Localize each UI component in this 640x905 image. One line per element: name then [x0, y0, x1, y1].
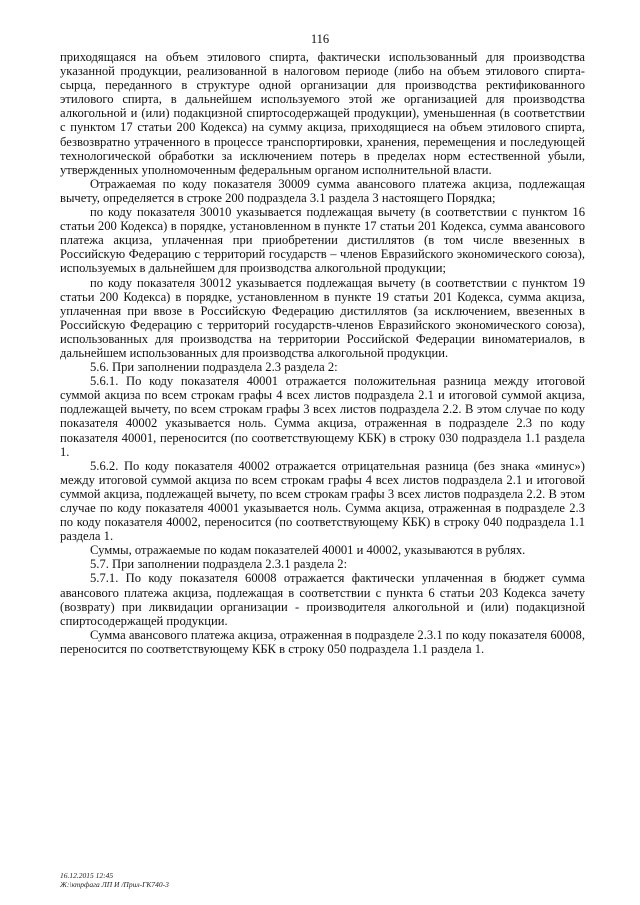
- paragraph: 5.6.1. По коду показателя 40001 отражается положительная разница между итоговой суммой акциза по всем строкам графы 4 всех листов подраздела 2.1 и итоговой суммой акциза, подлежащей вычету, по всем строкам графы 3 всех листов подраздела 2.2. В этом случае по коду показателя 40002 указывается ноль. Сумма акциза, отраженная в подразделе 2.3 по коду показателя 40001, переносится (по соответствующему КБК) в строку 030 подраздела 1.1 раздела 1.: [60, 374, 585, 459]
- paragraph: Отражаемая по коду показателя 30009 сумма авансового платежа акциза, подлежащая вычету, определяется в строке 200 подраздела 3.1 раздела 3 настоящего Порядка;: [60, 176, 585, 205]
- paragraph: по коду показателя 30010 указывается подлежащая вычету (в соответствии с пунктом 16 статьи 200 Кодекса) в порядке, установленном в пункте 17 статьи 201 Кодекса, сумма авансового платежа акциза, уплаченная при приобретении дистиллятов (в том числе ввезенных в Российскую Федерацию с территорий государств – членов Евразийского экономического союза), используемых в дальнейшем для производства алкогольной продукции;: [60, 205, 585, 276]
- document-body: [60, 50, 585, 656]
- paragraph: 5.7.1. По коду показателя 60008 отражается фактически уплаченная в бюджет сумма авансового платежа акциза, подлежащая в соответствии с пункта 6 статьи 203 Кодекса зачету (возврату) при ликвидации организации - производителя алкогольной и (или) подакцизной спиртосодержащей продукции.: [60, 571, 585, 628]
- footer-timestamp: 16.12.2015 12:45: [60, 871, 114, 880]
- paragraph: Суммы, отражаемые по кодам показателей 40001 и 40002, указываются в рублях.: [90, 543, 526, 558]
- footer-file-info: [60, 872, 169, 889]
- paragraph: по коду показателя 30012 указывается подлежащая вычету (в соответствии с пунктом 19 статьи 200 Кодекса) в порядке, установленном в пункте 19 статьи 201 Кодекса, сумма акциза, уплаченная при ввозе в Российскую Федерацию дистиллятов (за исключением, ввезенных в Российскую Федерацию с территорий государств-членов Евразийского экономического союза), использованных для производства на территории Российской Федерации виноматериалов, в дальнейшем использованных для производства алкогольной продукции.: [60, 275, 585, 360]
- paragraph: 5.6.2. По коду показателя 40002 отражается отрицательная разница (без знака «минус») между итоговой суммой акциза по всем строкам графы 4 всех листов подраздела 2.1 и итоговой суммой акциза, подлежащей вычету, по всем строкам графы 3 всех листов подраздела 2.2. В этом случае по коду показателя 40001 указывается ноль. Сумма акциза, отраженная в подразделе 2.3 по коду показателя 40002, переносится (по соответствующему КБК) в строку 040 подраздела 1.1 раздела 1.: [60, 458, 585, 544]
- section-heading: 5.6. При заполнении подраздела 2.3 раздела 2:: [90, 360, 338, 375]
- section-heading: 5.7. При заполнении подраздела 2.3.1 раздела 2:: [90, 557, 348, 572]
- paragraph: Сумма авансового платежа акциза, отраженная в подразделе 2.3.1 по коду показателя 60008, переносится по соответствующему КБК в строку 050 подраздела 1.1 раздела 1.: [60, 627, 585, 656]
- page-number: 116: [310, 32, 330, 46]
- footer-file-path: Ж:\ктрфага ЛП И /Прил-ГК740-3: [60, 879, 169, 889]
- paragraph-continued: приходящаяся на объем этилового спирта, фактически использованный для производства указанной продукции, реализованной в налоговом периоде (либо на объем этилового спирта-сырца, переданного в структуре одной организации для производства ректификованного этилового спирта, в дальнейшем используемого этой же организацией для производства алкогольной и (или) подакцизной спиртосодержащей продукции), уменьшенная (в соответствии с пунктом 17 статьи 200 Кодекса) на сумму акциза, приходящиеся на объем этилового спирта, безвозвратно утраченного в процессе транспортировки, хранения, перемещения и последующей технологической обработки за исключением потерь в пределах норм естественной убыли, утвержденных уполномоченным федеральным органом исполнительной власти.: [60, 50, 585, 177]
